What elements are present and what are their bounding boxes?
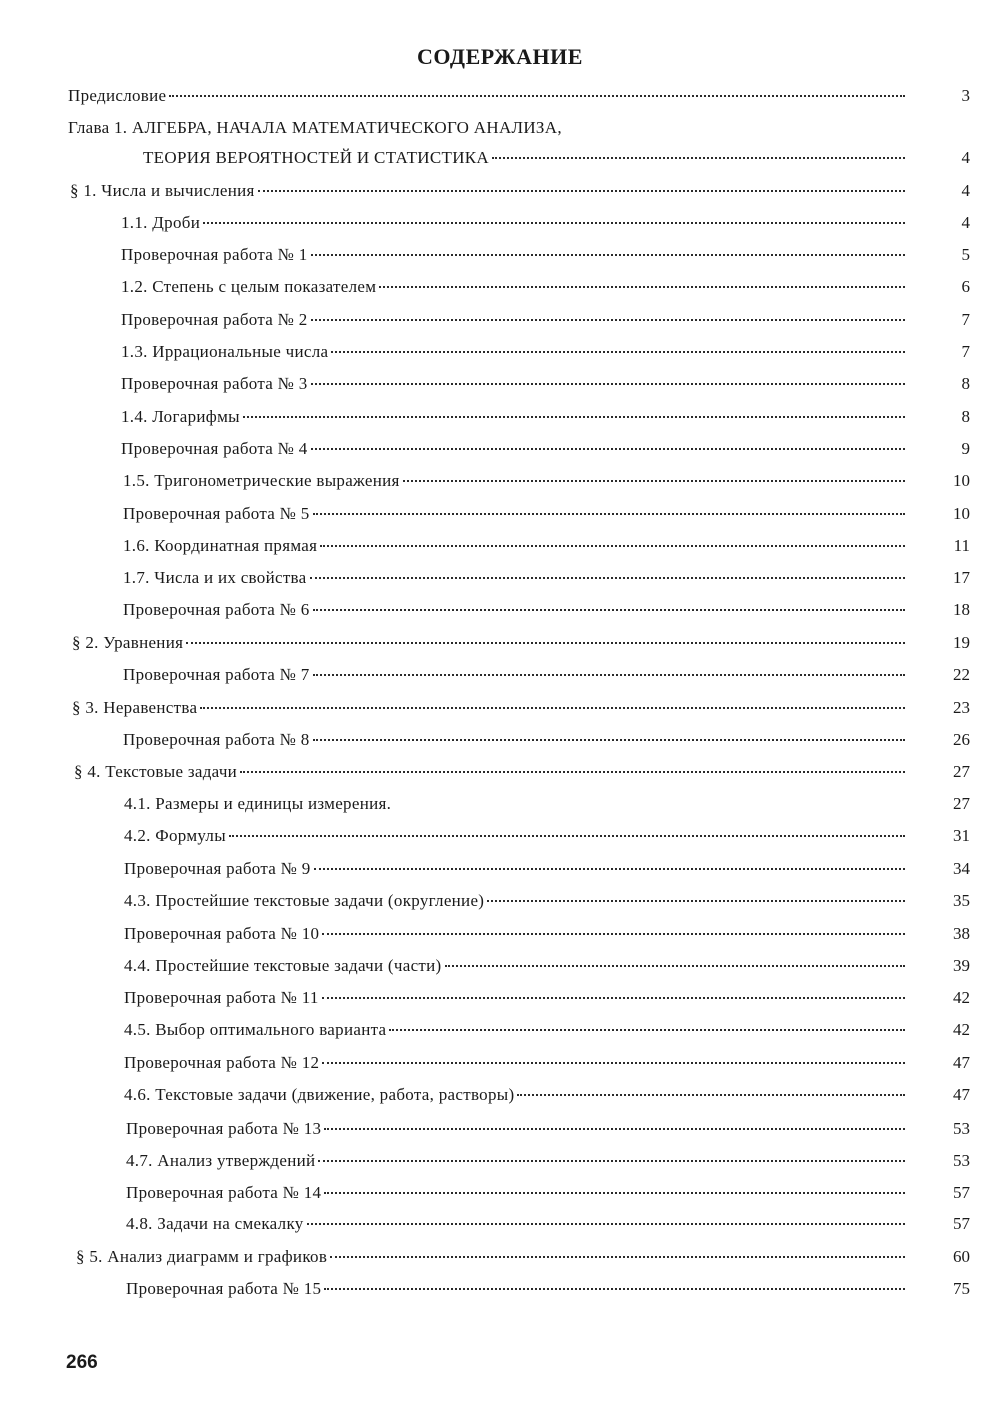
leader-dots <box>324 1128 905 1130</box>
leader-dots <box>203 222 905 224</box>
leader-dots <box>487 900 905 902</box>
toc-entry[interactable] <box>121 308 970 332</box>
leader-dots <box>243 416 905 418</box>
toc-entry[interactable] <box>126 1181 970 1205</box>
toc-entry-page: 4 <box>961 181 970 200</box>
toc-entry-label: Проверочная работа № 2 <box>121 310 308 329</box>
toc-entry-page: 60 <box>953 1247 970 1266</box>
toc-entry-label: Проверочная работа № 8 <box>123 730 310 749</box>
toc-entry-page: 38 <box>953 924 970 943</box>
toc-entry-label: 4.5. Выбор оптимального варианта <box>124 1020 387 1039</box>
toc-entry-label: Проверочная работа № 6 <box>123 600 310 619</box>
toc-entry-page: 42 <box>953 988 970 1007</box>
toc-entry-page: 42 <box>953 1020 970 1039</box>
toc-entry[interactable] <box>123 566 970 590</box>
toc-entry-page: 9 <box>961 439 970 458</box>
chapter-title-line: Глава 1. АЛГЕБРА, НАЧАЛА МАТЕМАТИЧЕСКОГО АНАЛИЗА, <box>68 118 562 137</box>
toc-entry-page: 75 <box>953 1279 970 1298</box>
toc-entry-label: § 5. Анализ диаграмм и графиков <box>76 1247 328 1266</box>
toc-entry[interactable] <box>126 1117 970 1141</box>
toc-entry-page: 10 <box>953 471 970 490</box>
toc-entry[interactable] <box>123 502 970 526</box>
page-number: 266 <box>66 1352 98 1373</box>
toc-entry-page: 4 <box>961 213 970 232</box>
toc-entry-page: 19 <box>953 633 970 652</box>
toc-entry-label: ТЕОРИЯ ВЕРОЯТНОСТЕЙ И СТАТИСТИКА <box>143 148 489 167</box>
toc-entry-label: Проверочная работа № 14 <box>126 1183 322 1202</box>
toc-entry[interactable] <box>123 534 970 558</box>
toc-entry[interactable] <box>124 922 970 946</box>
leader-dots <box>318 1160 905 1162</box>
toc-entry-page: 7 <box>961 310 970 329</box>
toc-entry-page: 17 <box>953 568 970 587</box>
toc-entry[interactable] <box>123 663 970 687</box>
toc-entry-page: 34 <box>953 859 970 878</box>
leader-dots <box>313 609 905 611</box>
toc-entry-label: Проверочная работа № 1 <box>121 245 308 264</box>
toc-entry[interactable] <box>126 1149 970 1173</box>
toc-entry[interactable] <box>124 1083 970 1107</box>
leader-dots <box>320 545 905 547</box>
toc-entry-page: 7 <box>961 342 970 361</box>
toc-entry-label: 1.4. Логарифмы <box>121 407 240 426</box>
toc-entry-page: 11 <box>953 536 970 555</box>
toc-entry[interactable] <box>121 372 970 396</box>
toc-entry[interactable] <box>74 760 970 784</box>
leader-dots <box>445 965 905 967</box>
toc-entry-label: Проверочная работа № 12 <box>124 1053 320 1072</box>
toc-entry-label: Проверочная работа № 9 <box>124 859 311 878</box>
toc-entry-label: 4.7. Анализ утверждений <box>126 1151 316 1170</box>
toc-entry-label: Проверочная работа № 13 <box>126 1119 322 1138</box>
toc-entry-label: Проверочная работа № 7 <box>123 665 310 684</box>
toc-entry-page: 22 <box>953 665 970 684</box>
leader-dots <box>240 771 905 773</box>
leader-dots <box>313 674 905 676</box>
leader-dots <box>310 577 906 579</box>
toc-entry[interactable] <box>124 792 970 816</box>
toc-entry-page: 53 <box>953 1151 970 1170</box>
toc-entry[interactable] <box>72 631 970 655</box>
leader-dots <box>330 1256 905 1258</box>
toc-entry[interactable] <box>121 275 970 299</box>
toc-entry-page: 47 <box>953 1085 970 1104</box>
toc-entry[interactable] <box>121 243 970 267</box>
toc-entry-page: 57 <box>953 1214 970 1233</box>
leader-dots <box>322 1062 905 1064</box>
leader-dots <box>307 1223 905 1225</box>
toc-entry-label: 1.5. Тригонометрические выражения <box>123 471 400 490</box>
toc-entry-label: 4.3. Простейшие текстовые задачи (округление) <box>124 891 485 910</box>
toc-entry-label: 1.2. Степень с целым показателем <box>121 277 377 296</box>
toc-entry[interactable] <box>76 1245 970 1269</box>
leader-dots <box>311 254 905 256</box>
toc-entry-label: 4.4. Простейшие текстовые задачи (части) <box>124 956 442 975</box>
toc-entry-label: Проверочная работа № 5 <box>123 504 310 523</box>
leader-dots <box>322 933 905 935</box>
leader-dots <box>200 707 905 709</box>
leader-dots <box>517 1094 905 1096</box>
leader-dots <box>311 383 905 385</box>
toc-entry-page: 57 <box>953 1183 970 1202</box>
toc-entry[interactable] <box>124 857 970 881</box>
toc-entry-label: § 4. Текстовые задачи <box>74 762 238 781</box>
leader-dots <box>186 642 905 644</box>
toc-entry-page: 10 <box>953 504 970 523</box>
leader-dots <box>324 1192 905 1194</box>
toc-entry-label: Проверочная работа № 11 <box>124 988 319 1007</box>
toc-entry[interactable] <box>121 340 970 364</box>
leader-dots <box>313 739 905 741</box>
toc-entry[interactable] <box>121 211 970 235</box>
toc-entry-label: 1.3. Иррациональные числа <box>121 342 329 361</box>
toc-entry-label: Проверочная работа № 15 <box>126 1279 322 1298</box>
toc-entry-label: 4.6. Текстовые задачи (движение, работа, растворы) <box>124 1085 515 1104</box>
leader-dots <box>314 868 905 870</box>
toc-entry-page: 39 <box>953 956 970 975</box>
toc-entry[interactable] <box>121 405 970 429</box>
toc-entry[interactable] <box>121 437 970 461</box>
toc-entry-page: 8 <box>961 374 970 393</box>
leader-dots <box>492 157 905 159</box>
leader-dots <box>389 1029 905 1031</box>
toc-entry-label: § 1. Числа и вычисления <box>70 181 255 200</box>
leader-dots <box>322 997 905 999</box>
leader-dots <box>229 835 905 837</box>
toc-entry-page: 5 <box>961 245 970 264</box>
toc-entry-page: 27 <box>953 794 970 813</box>
toc-entry-page: 4 <box>961 148 970 167</box>
toc-entry-label: Проверочная работа № 3 <box>121 374 308 393</box>
toc-entry[interactable] <box>143 146 970 170</box>
leader-dots <box>258 190 905 192</box>
leader-dots <box>324 1288 905 1290</box>
leader-dots <box>331 351 905 353</box>
page-title: СОДЕРЖАНИЕ <box>417 44 583 69</box>
toc-entry-page: 31 <box>953 826 970 845</box>
toc-entry[interactable] <box>123 598 970 622</box>
toc-entry-label: 1.6. Координатная прямая <box>123 536 318 555</box>
toc-entry-label: Предисловие <box>68 86 167 105</box>
toc-entry[interactable] <box>124 1018 970 1042</box>
toc-entry[interactable] <box>126 1212 970 1236</box>
toc-entry[interactable] <box>124 889 970 913</box>
toc-entry-page: 35 <box>953 891 970 910</box>
toc-entry[interactable] <box>123 728 970 752</box>
toc-entry-label: 4.1. Размеры и единицы измерения. <box>124 794 392 813</box>
toc-entry[interactable] <box>70 179 970 203</box>
leader-dots <box>379 286 905 288</box>
leader-dots <box>394 803 905 805</box>
toc-entry[interactable] <box>68 84 970 108</box>
toc-entry-page: 53 <box>953 1119 970 1138</box>
leader-dots <box>403 480 905 482</box>
toc-entry-label: Проверочная работа № 4 <box>121 439 308 458</box>
leader-dots <box>169 95 905 97</box>
toc-entry-page: 3 <box>961 86 970 105</box>
toc-entry[interactable] <box>124 986 970 1010</box>
toc-entry-page: 8 <box>961 407 970 426</box>
leader-dots <box>313 513 905 515</box>
leader-dots <box>311 448 905 450</box>
toc-entry-label: Проверочная работа № 10 <box>124 924 320 943</box>
toc-entry-page: 26 <box>953 730 970 749</box>
toc-entry[interactable] <box>124 954 970 978</box>
toc-entry[interactable] <box>123 469 970 493</box>
toc-entry[interactable] <box>72 696 970 720</box>
toc-entry-label: § 2. Уравнения <box>72 633 184 652</box>
toc-entry-page: 47 <box>953 1053 970 1072</box>
toc-entry-label: § 3. Неравенства <box>72 698 198 717</box>
toc-entry-page: 18 <box>953 600 970 619</box>
toc-entry[interactable] <box>124 1051 970 1075</box>
toc-entry-label: 4.2. Формулы <box>124 826 226 845</box>
toc-entry-page: 27 <box>953 762 970 781</box>
toc-entry-label: 1.1. Дроби <box>121 213 201 232</box>
leader-dots <box>311 319 905 321</box>
toc-entry-page: 6 <box>961 277 970 296</box>
toc-entry-label: 1.7. Числа и их свойства <box>123 568 307 587</box>
toc-entry-label: 4.8. Задачи на смекалку <box>126 1214 304 1233</box>
toc-entry-page: 23 <box>953 698 970 717</box>
toc-entry[interactable] <box>124 824 970 848</box>
toc-entry[interactable] <box>126 1277 970 1301</box>
